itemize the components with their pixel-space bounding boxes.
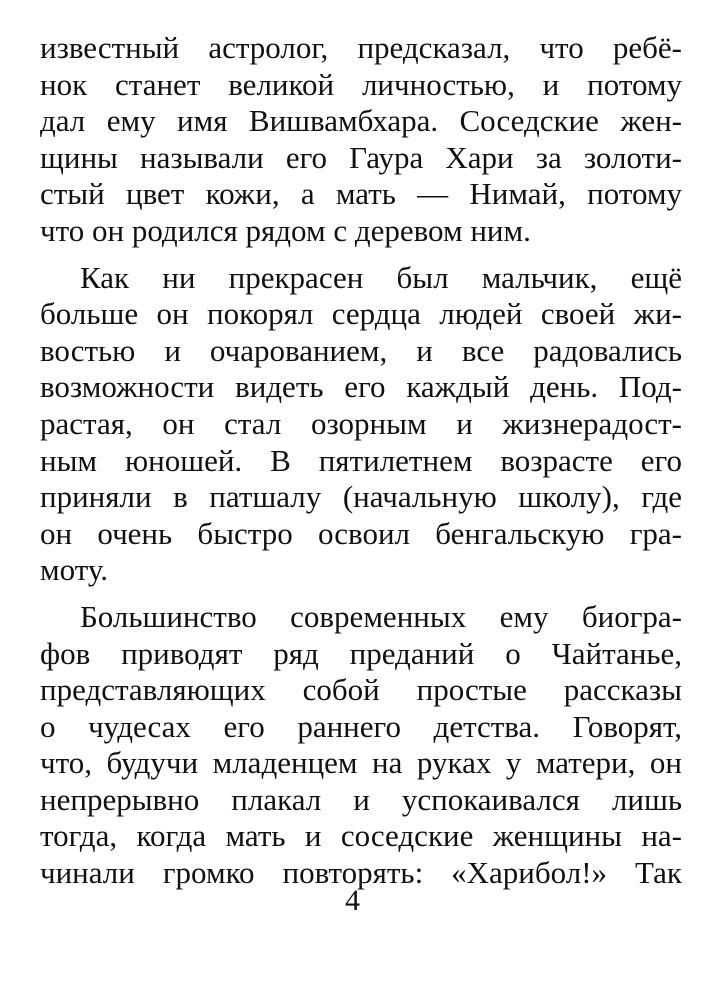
paragraph-1 [40, 30, 682, 250]
text-line: тогда, когда мать и соседские женщины на- [40, 818, 682, 854]
text-line: приняли в патшалу (начальную школу), где [40, 479, 682, 515]
text-line: известный астролог, предсказал, что ребё- [40, 30, 682, 65]
text-line: дал ему имя Вишвамбхара. Соседские жен- [40, 103, 682, 139]
text-line: он очень быстро освоил бенгальскую гра- [40, 515, 682, 551]
text-line: что, будучи младенцем на руках у матери, он [40, 745, 682, 781]
text-line: Большинство современных ему биогра- [80, 598, 682, 634]
text-line: нок станет великой личностью, и потому [40, 66, 682, 102]
text-line: больше он покорял сердца людей своей жи- [40, 296, 682, 332]
text-line: растая, он стал озорным и жизнерадост- [40, 405, 682, 441]
paragraph-3 [40, 599, 682, 892]
text-line: фов приводят ряд преданий о Чайтанье, [40, 635, 682, 671]
paragraph-2 [40, 260, 682, 589]
text-line: что он родился рядом с деревом ним. [40, 212, 531, 248]
text-line: Как ни прекрасен был мальчик, ещё [80, 259, 682, 295]
text-line: востью и очарованием, и все радовались [40, 332, 682, 368]
text-line: стый цвет кожи, а мать — Нимай, потому [40, 176, 682, 212]
text-line: представляющих собой простые рассказы [40, 672, 682, 708]
text-line: ным юношей. В пятилетнем возрасте его [40, 442, 682, 478]
text-line: непрерывно плакал и успокаивался лишь [40, 781, 682, 817]
text-line: моту. [40, 552, 108, 588]
page-number: 4 [345, 884, 360, 917]
text-line: чинали громко повторять: «Харибол!» Так [40, 855, 682, 891]
page-body [40, 30, 682, 902]
text-line: возможности видеть его каждый день. Под- [40, 369, 682, 405]
text-line: о чудесах его раннего детства. Говорят, [40, 708, 682, 744]
text-line: щины называли его Гаура Хари за золоти- [40, 139, 682, 175]
